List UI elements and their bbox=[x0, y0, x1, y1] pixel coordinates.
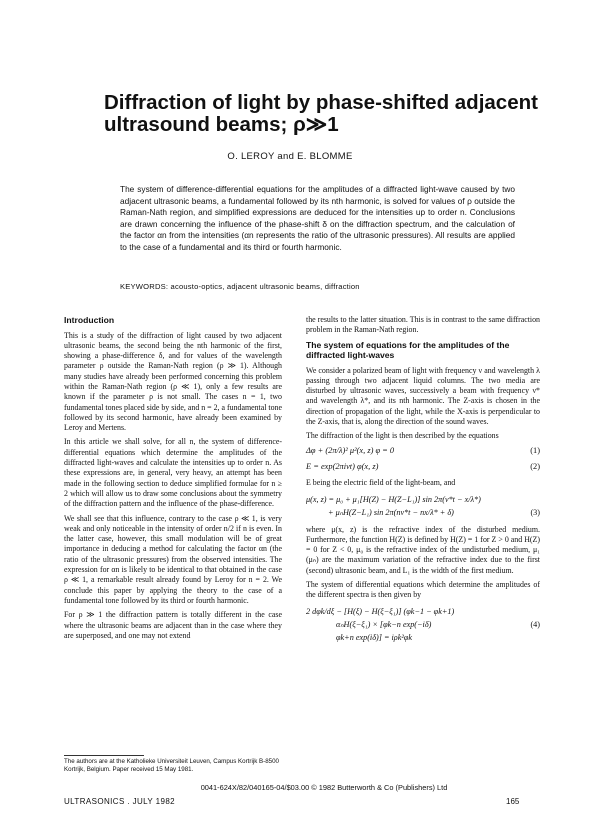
body-paragraph: The diffraction of the light is then described by the equations bbox=[306, 431, 499, 441]
equation-3-line-2: + μₙH(Z−L₁) sin 2π(nν*t − nx/λ* + δ) bbox=[328, 507, 454, 517]
body-paragraph: The system of differential equations which determine the amplitudes of the different spectra is then given by bbox=[306, 580, 540, 600]
body-paragraph: We consider a polarized beam of light with frequency ν and wavelength λ passing through two adjacent liquid columns. The two media are disturbed by ultrasonic waves, successively a beam with frequency ν* and wavelength λ*, and its nth harmonic. The Z-axis is chosen in the direction of propagation of the light, while the X-axis is perpendicular to the Z-axis, that is, along the direction of the sound waves. bbox=[306, 365, 540, 427]
section-heading-equations: The system of equations for the amplitudes of the diffracted light-waves bbox=[306, 339, 510, 361]
right-column bbox=[306, 315, 540, 650]
paper-title: Diffraction of light by phase-shifted adjacent ultrasound beams; ρ≫1 bbox=[104, 91, 538, 136]
intro-paragraph: We shall see that this influence, contrary to the case ρ ≪ 1, is very weak and only noticeable in the intensity of order n/2 if n is even. In the latter case, however, this small modulation will be of great importance in deducing a method for calculating the factor αn (the ratio of the ultrasonic pressures) from the observed intensities. The expression for αn is likely to be identical to that obtained in the case ρ ≪ 1, a remarkable result already found by Leroy for n = 2. We conclude this paper by applying the theory to the case of a fundamental tone followed by its third or fourth harmonic. bbox=[64, 513, 282, 605]
body-paragraph: where μ(x, z) is the refractive index of the disturbed medium. Furthermore, the function H(Z) is defined by H(Z) = 1 for Z > 0 and H(Z) = 0 for Z < 0, μ₀ is the refractive index of the undisturbed medium, μ₁ (μₙ) are the maximum variation of the refractive index due to the first (second) ultrasonic beam, and L₁ is the width of the first medium. bbox=[306, 524, 540, 575]
page-number: 165 bbox=[506, 797, 520, 806]
equation-2-body: E = exp(2πiνt) φ(x, z) bbox=[306, 461, 379, 471]
equation-3-line-1: μ(x, z) = μ₀ + μ₁[H(Z) − H(Z−L₁)] sin 2π(ν*t − x/λ*) bbox=[306, 494, 481, 504]
footnote-divider bbox=[64, 755, 144, 756]
equation-1 bbox=[306, 446, 540, 456]
section-heading-introduction: Introduction bbox=[64, 315, 115, 325]
intro-paragraph: In this article we shall solve, for all n, the system of difference-differential equations which determine the amplitudes of the diffracted light-waves and calculate the intensities up to order n. As these expressions are, in general, very heavy, an attempt has been made in the following section to deduce simplified formulae for n ≥ 2 which will allow us to draw some conclusions about the symmetry of the diffraction pattern and the influence of the phase-difference. bbox=[64, 437, 282, 509]
authors: O. LEROY and E. BLOMME bbox=[227, 151, 353, 162]
equation-3 bbox=[306, 493, 540, 519]
equation-1-number: (1) bbox=[530, 445, 540, 455]
equation-1-body: Δφ + (2π/λ)² μ²(x, z) φ = 0 bbox=[306, 445, 395, 455]
journal-footer: ULTRASONICS . JULY 1982 bbox=[64, 797, 176, 806]
abstract: The system of difference-differential equations for the amplitudes of a diffracted light-wave caused by two adjacent ultrasonic beams, a fundamental followed by its nth harmonic, is solved for values of ρ outside the Raman-Nath region, and simplified expressions are deduced for the intensities up to order n. Conclusions are drawn concerning the influence of the phase-shift δ on the diffraction spectrum, and the calculation of the factor αn from the intensities (αn represents the ratio of the ultrasonic pressures). All results are applied to the case of a fundamental and its third or fourth harmonic. bbox=[120, 184, 515, 252]
body-paragraph: E being the electric field of the light-beam, and bbox=[306, 478, 456, 488]
publication-code: 0041-624X/82/040165-04/$03.00 © 1982 Butterworth & Co (Publishers) Ltd bbox=[200, 783, 448, 792]
equation-2 bbox=[306, 462, 540, 472]
equation-4-line-2: αₙH(ξ−ξ₁) × [φk−n exp(−iδ) bbox=[336, 619, 432, 629]
equation-4-line-3: φk+n exp(iδ)] = iρk²φk bbox=[336, 632, 412, 642]
continued-paragraph: the results to the latter situation. This is in contrast to the same diffraction problem in the Raman-Nath region. bbox=[306, 315, 540, 335]
left-column bbox=[64, 315, 282, 645]
keywords: KEYWORDS: acousto-optics, adjacent ultrasonic beams, diffraction bbox=[120, 282, 360, 291]
intro-paragraph: For ρ ≫ 1 the diffraction pattern is totally different in the case where the ultrasonic beams are adjacent than in the case where they are superposed, and one may not extend bbox=[64, 610, 282, 640]
equation-2-number: (2) bbox=[530, 461, 540, 471]
footnote: The authors are at the Katholieke Universiteit Leuven, Campus Kortrijk B-8500 Kortrijk, Belgium. Paper received 15 May 1981. bbox=[64, 758, 279, 773]
intro-paragraph: This is a study of the diffraction of light caused by two adjacent ultrasonic beams, the second being the nth harmonic of the first, showing a phase-difference δ, and for values of the wavelength parameter ρ outside the Raman-Nath region (ρ ≫ 1). Although many studies have already been performed concerning this problem within the Raman-Nath region (ρ ≪ 1), only a few results are known if the parameter ρ is not small. The cases n = 1, two fundamental tones placed side by side, and n = 2, a fundamental tone followed by its second harmonic, have already been examined by Leroy and Mertens. bbox=[64, 330, 282, 433]
equation-4-line-1: 2 dφk/dξ − [H(ξ) − H(ξ−ξ₁)] (φk−1 − φk+1) bbox=[306, 606, 455, 616]
equation-4 bbox=[306, 605, 540, 644]
equation-4-number: (4) bbox=[530, 619, 540, 629]
equation-3-number: (3) bbox=[530, 507, 540, 517]
